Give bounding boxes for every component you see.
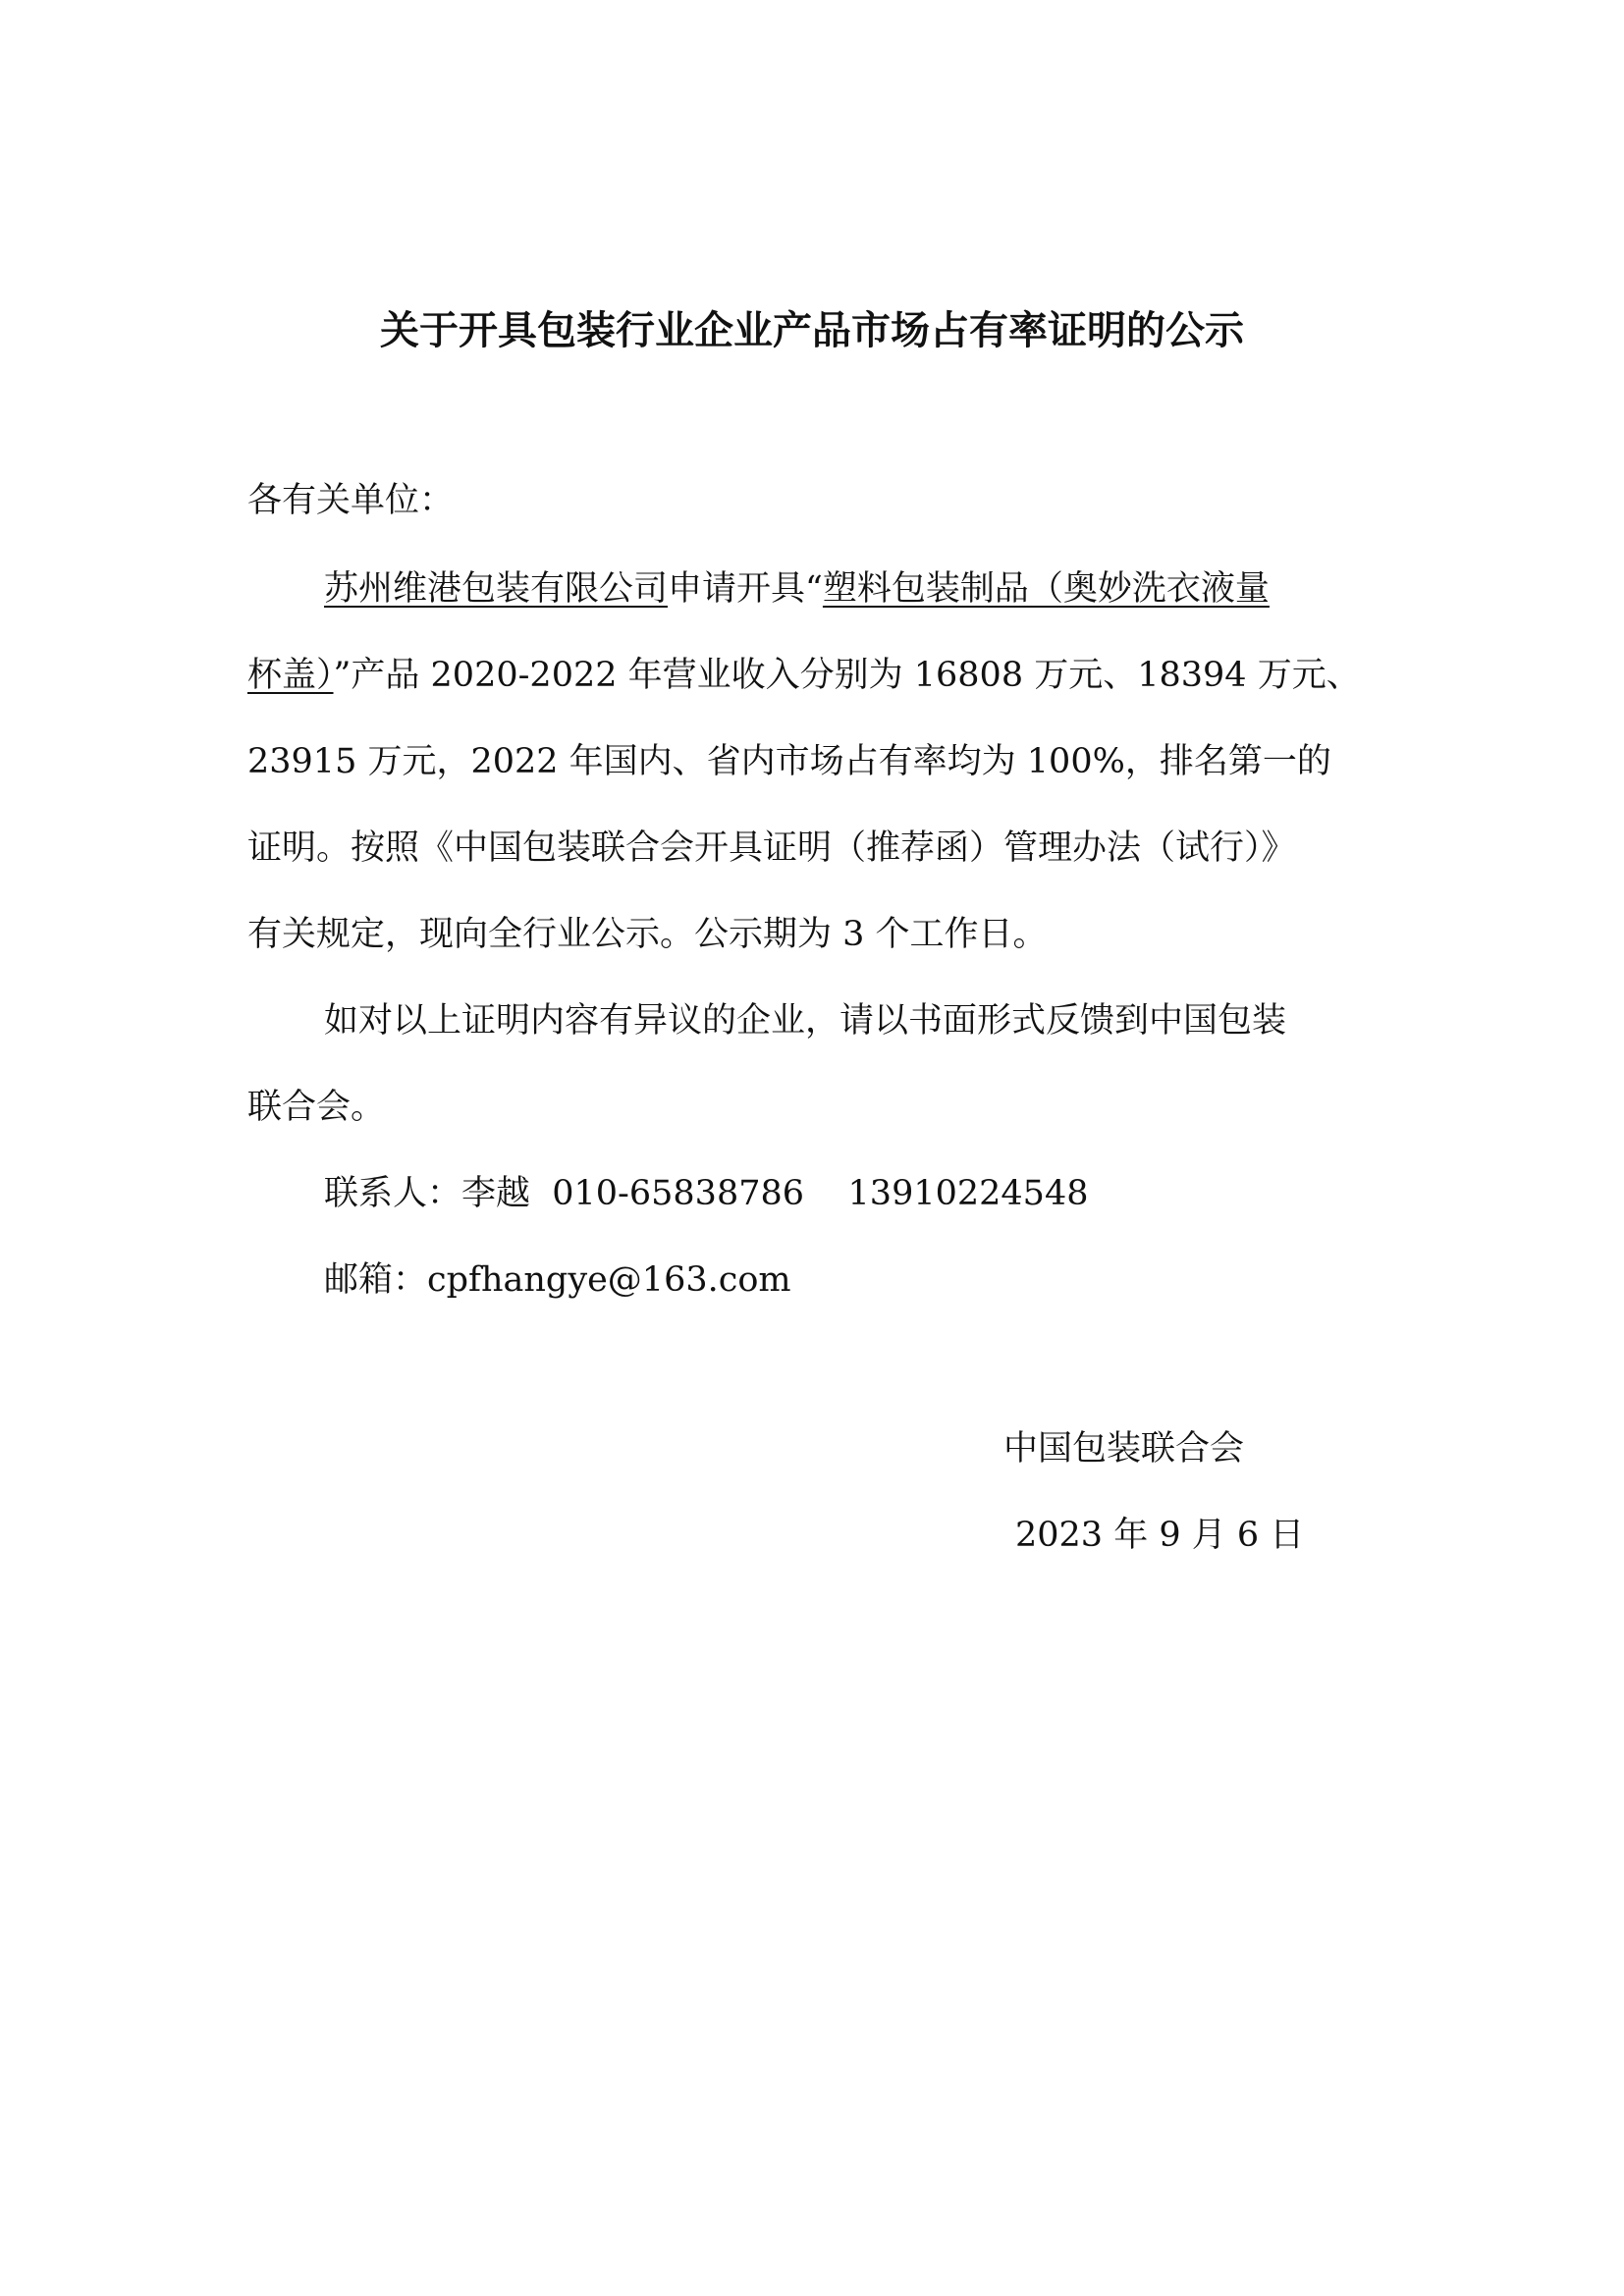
document-title: 关于开具包装行业企业产品市场占有率证明的公示 (380, 308, 1244, 353)
contact-line: 联系人：李越 010-65838786 13910224548 (324, 1174, 1089, 1213)
paragraph1-text2: ”产品 2020-2022 年营业收入分别为 16808 万元、18394 万元、 (333, 656, 1361, 695)
product-name-part1: 塑料包装制品（奥妙洗衣液量 (822, 569, 1270, 609)
company-name: 苏州维港包装有限公司 (324, 569, 669, 609)
paragraph2-line1: 如对以上证明内容有异议的企业，请以书面形式反馈到中国包装 (324, 1001, 1287, 1041)
paragraph1-text1: 申请开具“ (668, 569, 823, 609)
email-line: 邮箱：cpfhangye@163.com (324, 1260, 791, 1300)
paragraph1-line3: 23915 万元，2022 年国内、省内市场占有率均为 100%，排名第一的 (247, 742, 1331, 781)
paragraph1-line4: 证明。按照《中国包装联合会开具证明（推荐函）管理办法（试行）》 (247, 828, 1296, 868)
product-name-part2: 杯盖） (247, 656, 334, 695)
paragraph1-line2 (247, 648, 1361, 697)
paragraph1-line5: 有关规定，现向全行业公示。公示期为 3 个工作日。 (247, 915, 1048, 954)
signature-org: 中国包装联合会 (1003, 1429, 1245, 1468)
salutation: 各有关单位： (247, 481, 455, 520)
paragraph2-line2: 联合会。 (247, 1088, 386, 1127)
paragraph1-line1 (324, 561, 1270, 611)
signature-date: 2023 年 9 月 6 日 (1015, 1516, 1305, 1555)
